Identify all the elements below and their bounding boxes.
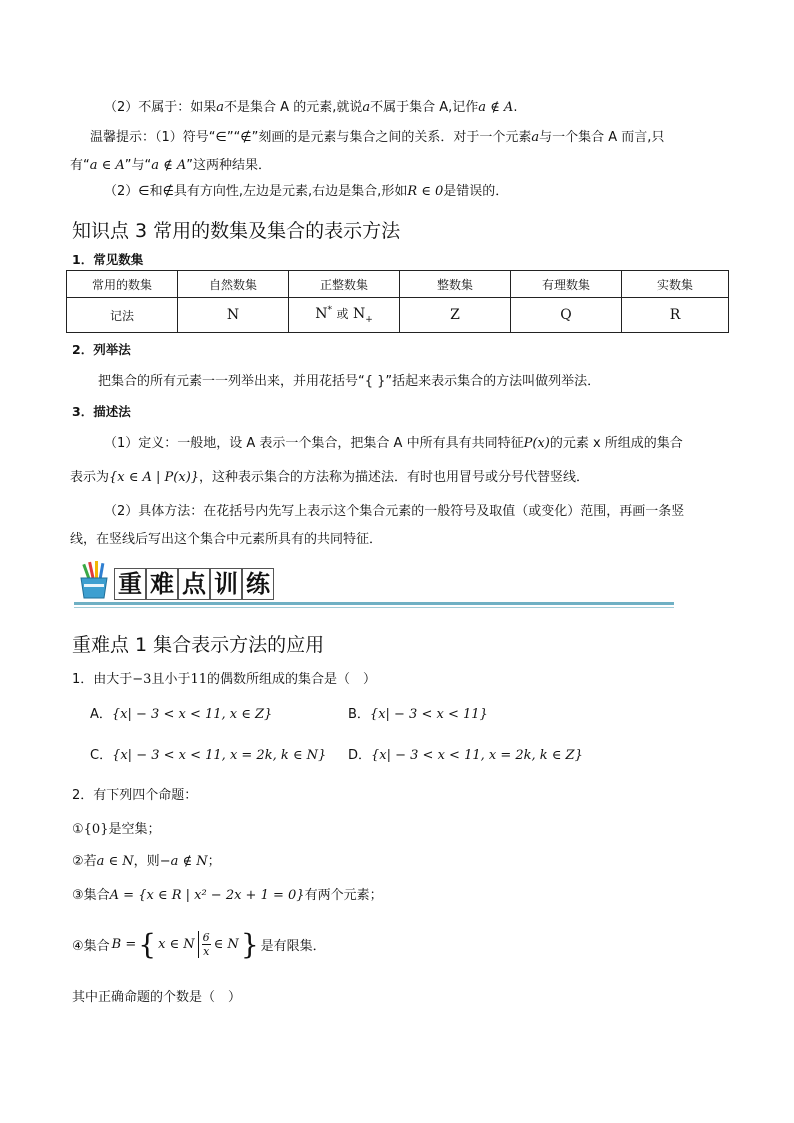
left-brace: { bbox=[138, 928, 157, 961]
q2-question: 其中正确命题的个数是（ ） bbox=[72, 990, 242, 1005]
desc-definition: （1）定义：一般地，设 A 表示一个集合，把集合 A 中所有具有共同特征P(x)的元素 x 所组成的集合 bbox=[104, 436, 683, 451]
tip-line-2: 有“a ∈ A”与“a ∉ A”这两种结果． bbox=[70, 158, 272, 173]
table-header-cell: 整数集 bbox=[400, 271, 511, 298]
right-brace: } bbox=[240, 928, 259, 961]
desc-notation: 表示为{x ∈ A | P(x)}，这种表示集合的方法称为描述法．有时也用冒号或分号代替竖线． bbox=[70, 470, 590, 485]
banner-divider-thin bbox=[74, 607, 674, 608]
banner-char: 难 bbox=[146, 568, 178, 600]
table-row-label: 记法 bbox=[67, 298, 178, 333]
table-cell-rational: Q bbox=[511, 298, 622, 333]
q1-option-d[interactable]: D．{x| − 3 < x < 11, x = 2k, k ∈ Z} bbox=[348, 748, 583, 763]
table-header-cell: 自然数集 bbox=[178, 271, 289, 298]
desc-heading: 3．描述法 bbox=[72, 404, 131, 419]
q1-stem: 1．由大于−3且小于11的偶数所组成的集合是（ ） bbox=[72, 672, 377, 687]
kp3-title: 知识点 3 常用的数集及集合的表示方法 bbox=[72, 220, 401, 242]
table-cell-natural: N bbox=[178, 298, 289, 333]
table-header-cell: 正整数集 bbox=[289, 271, 400, 298]
table-header-cell: 实数集 bbox=[622, 271, 729, 298]
banner-char: 练 bbox=[242, 568, 274, 600]
number-sets-table bbox=[66, 270, 729, 333]
banner-divider bbox=[74, 602, 674, 605]
q1-option-b[interactable]: B．{x| − 3 < x < 11} bbox=[348, 707, 488, 722]
enum-heading: 2．列举法 bbox=[72, 342, 131, 357]
banner-char: 重 bbox=[114, 568, 146, 600]
banner-char: 点 bbox=[178, 568, 210, 600]
q1-option-c[interactable]: C．{x| − 3 < x < 11, x = 2k, k ∈ N} bbox=[90, 748, 327, 763]
q2-proposition-2: ②若a ∈ N，则−a ∉ N； bbox=[72, 854, 221, 869]
q2-proposition-3: ③集合A = {x ∈ R | x² − 2x + 1 = 0}有两个元素； bbox=[72, 888, 383, 903]
pencil-cup-icon bbox=[76, 560, 112, 600]
q2-stem: 2．有下列四个命题： bbox=[72, 788, 198, 803]
not-belong-line: （2）不属于：如果a不是集合 A 的元素,就说a不属于集合 A,记作a ∉ A. bbox=[104, 100, 518, 115]
section-title: 重难点 1 集合表示方法的应用 bbox=[72, 634, 325, 656]
table-cell-integer: Z bbox=[400, 298, 511, 333]
table-cell-real: R bbox=[622, 298, 729, 333]
tip-line: 温馨提示：（1）符号“∈”“∉”刻画的是元素与集合之间的关系．对于一个元素a与一个集合 A 而言,只 bbox=[90, 130, 665, 145]
fraction: 6 x bbox=[198, 931, 211, 958]
direction-line: （2）∈和∉具有方向性,左边是元素,右边是集合,形如R ∈ 0是错误的． bbox=[104, 184, 509, 199]
q2-proposition-4: ④集合 B = { x ∈ N 6 x ∈ N } 是有限集． bbox=[72, 928, 326, 961]
q1-option-a[interactable]: A．{x| − 3 < x < 11, x ∈ Z} bbox=[90, 707, 273, 722]
banner-char: 训 bbox=[210, 568, 242, 600]
table-header-cell: 常用的数集 bbox=[67, 271, 178, 298]
table-value-row bbox=[67, 298, 729, 333]
desc-method: （2）具体方法：在花括号内先写上表示这个集合元素的一般符号及取值（或变化）范围，再画一条竖 bbox=[104, 504, 685, 519]
common-sets-heading: 1．常见数集 bbox=[72, 252, 144, 267]
enum-text: 把集合的所有元素一一列举出来，并用花括号“{ }”括起来表示集合的方法叫做列举法． bbox=[98, 374, 601, 389]
table-header-cell: 有理数集 bbox=[511, 271, 622, 298]
q2-proposition-1: ①{0}是空集； bbox=[72, 822, 161, 837]
table-header-row bbox=[67, 271, 729, 298]
desc-method-2: 线，在竖线后写出这个集合中元素所具有的共同特征． bbox=[70, 532, 383, 547]
table-cell-positive-integer: N* 或 $N_+$ bbox=[289, 298, 400, 333]
